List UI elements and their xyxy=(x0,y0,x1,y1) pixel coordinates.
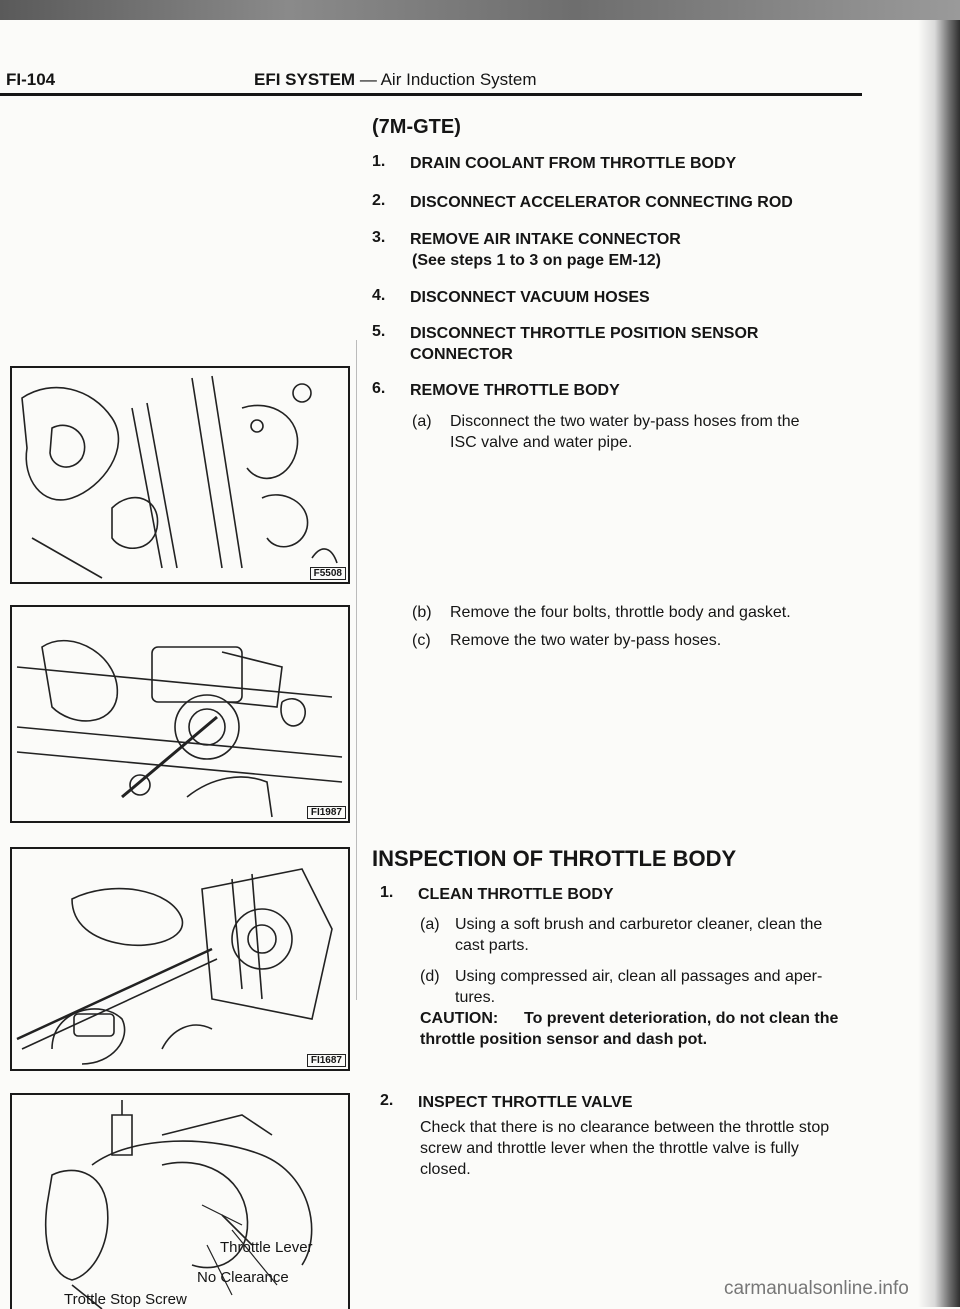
inspect-line1: Check that there is no clearance between the throttle stop xyxy=(420,1119,830,1136)
label-no-clearance: No Clearance xyxy=(197,1269,289,1286)
figure-throttle-body-bolts xyxy=(10,605,350,823)
label-throttle-lever: Throttle Lever xyxy=(220,1239,313,1256)
header-section: EFI SYSTEM xyxy=(254,70,356,89)
clean-d-line1: Using compressed air, clean all passages and aper- xyxy=(455,968,823,985)
caution-line2: throttle position sensor and dash pot. xyxy=(420,1031,708,1048)
step-number: 1. xyxy=(372,153,386,170)
clean-a-line1: Using a soft brush and carburetor cleaner, clean the xyxy=(455,916,823,933)
scan-page-edge xyxy=(918,20,960,1307)
step-disconnect-tps: DISCONNECT THROTTLE POSITION SENSOR xyxy=(410,325,759,342)
inspect-line2: screw and throttle lever when the throttle valve is fully xyxy=(420,1140,799,1157)
step-disconnect-tps-cont: CONNECTOR xyxy=(410,346,513,363)
caution-label: CAUTION: xyxy=(420,1010,499,1027)
step-disconnect-vacuum: DISCONNECT VACUUM HOSES xyxy=(410,289,650,306)
section-title-inspection: INSPECTION OF THROTTLE BODY xyxy=(372,846,737,871)
substep-a-line1: Disconnect the two water by-pass hoses from the xyxy=(450,413,800,430)
substep-c: Remove the two water by-pass hoses. xyxy=(450,632,722,649)
scan-top-band xyxy=(0,0,960,20)
clean-d-line2: tures. xyxy=(455,989,496,1006)
substep-label: (d) xyxy=(420,968,440,985)
substep-label: (c) xyxy=(412,632,431,649)
step-reference: (See steps 1 to 3 on page EM-12) xyxy=(412,252,661,269)
substep-label: (a) xyxy=(412,413,432,430)
step-number: 3. xyxy=(372,229,386,246)
header-subsection: — Air Induction System xyxy=(359,70,537,89)
step-number: 1. xyxy=(380,884,394,901)
header-rule xyxy=(0,93,862,96)
step-inspect-throttle-valve: INSPECT THROTTLE VALVE xyxy=(418,1094,633,1111)
figure-code: FI1687 xyxy=(307,1054,346,1067)
step-clean-throttle-body: CLEAN THROTTLE BODY xyxy=(418,886,614,903)
substep-b: Remove the four bolts, throttle body and gasket. xyxy=(450,604,791,621)
watermark: carmanualsonline.info xyxy=(724,1278,909,1299)
figure-coolant-hoses xyxy=(10,366,350,584)
caution-line1: To prevent deterioration, do not clean the xyxy=(524,1010,839,1027)
step-disconnect-rod: DISCONNECT ACCELERATOR CONNECTING ROD xyxy=(410,194,793,211)
substep-label: (b) xyxy=(412,604,432,621)
page-number: FI-104 xyxy=(6,70,56,89)
figure-throttle-valve xyxy=(10,1093,350,1309)
figure-code: F5508 xyxy=(310,567,346,580)
figure-code: FI1987 xyxy=(307,806,346,819)
step-number: 6. xyxy=(372,380,386,397)
column-divider xyxy=(356,340,357,1000)
step-remove-throttle-body: REMOVE THROTTLE BODY xyxy=(410,382,620,399)
inspect-line3: closed. xyxy=(420,1161,471,1178)
step-number: 2. xyxy=(380,1092,394,1109)
step-remove-air-intake: REMOVE AIR INTAKE CONNECTOR xyxy=(410,231,681,248)
label-throttle-stop-screw: Trottle Stop Screw xyxy=(64,1291,187,1308)
step-drain-coolant: DRAIN COOLANT FROM THROTTLE BODY xyxy=(410,155,737,172)
figure-cleaning xyxy=(10,847,350,1071)
clean-a-line2: cast parts. xyxy=(455,937,529,954)
running-header xyxy=(254,70,537,90)
step-number: 4. xyxy=(372,287,386,304)
step-number: 2. xyxy=(372,192,386,209)
step-number: 5. xyxy=(372,323,386,340)
substep-a-line2: ISC valve and water pipe. xyxy=(450,434,633,451)
model-heading: (7M-GTE) xyxy=(372,116,461,138)
substep-label: (a) xyxy=(420,916,440,933)
